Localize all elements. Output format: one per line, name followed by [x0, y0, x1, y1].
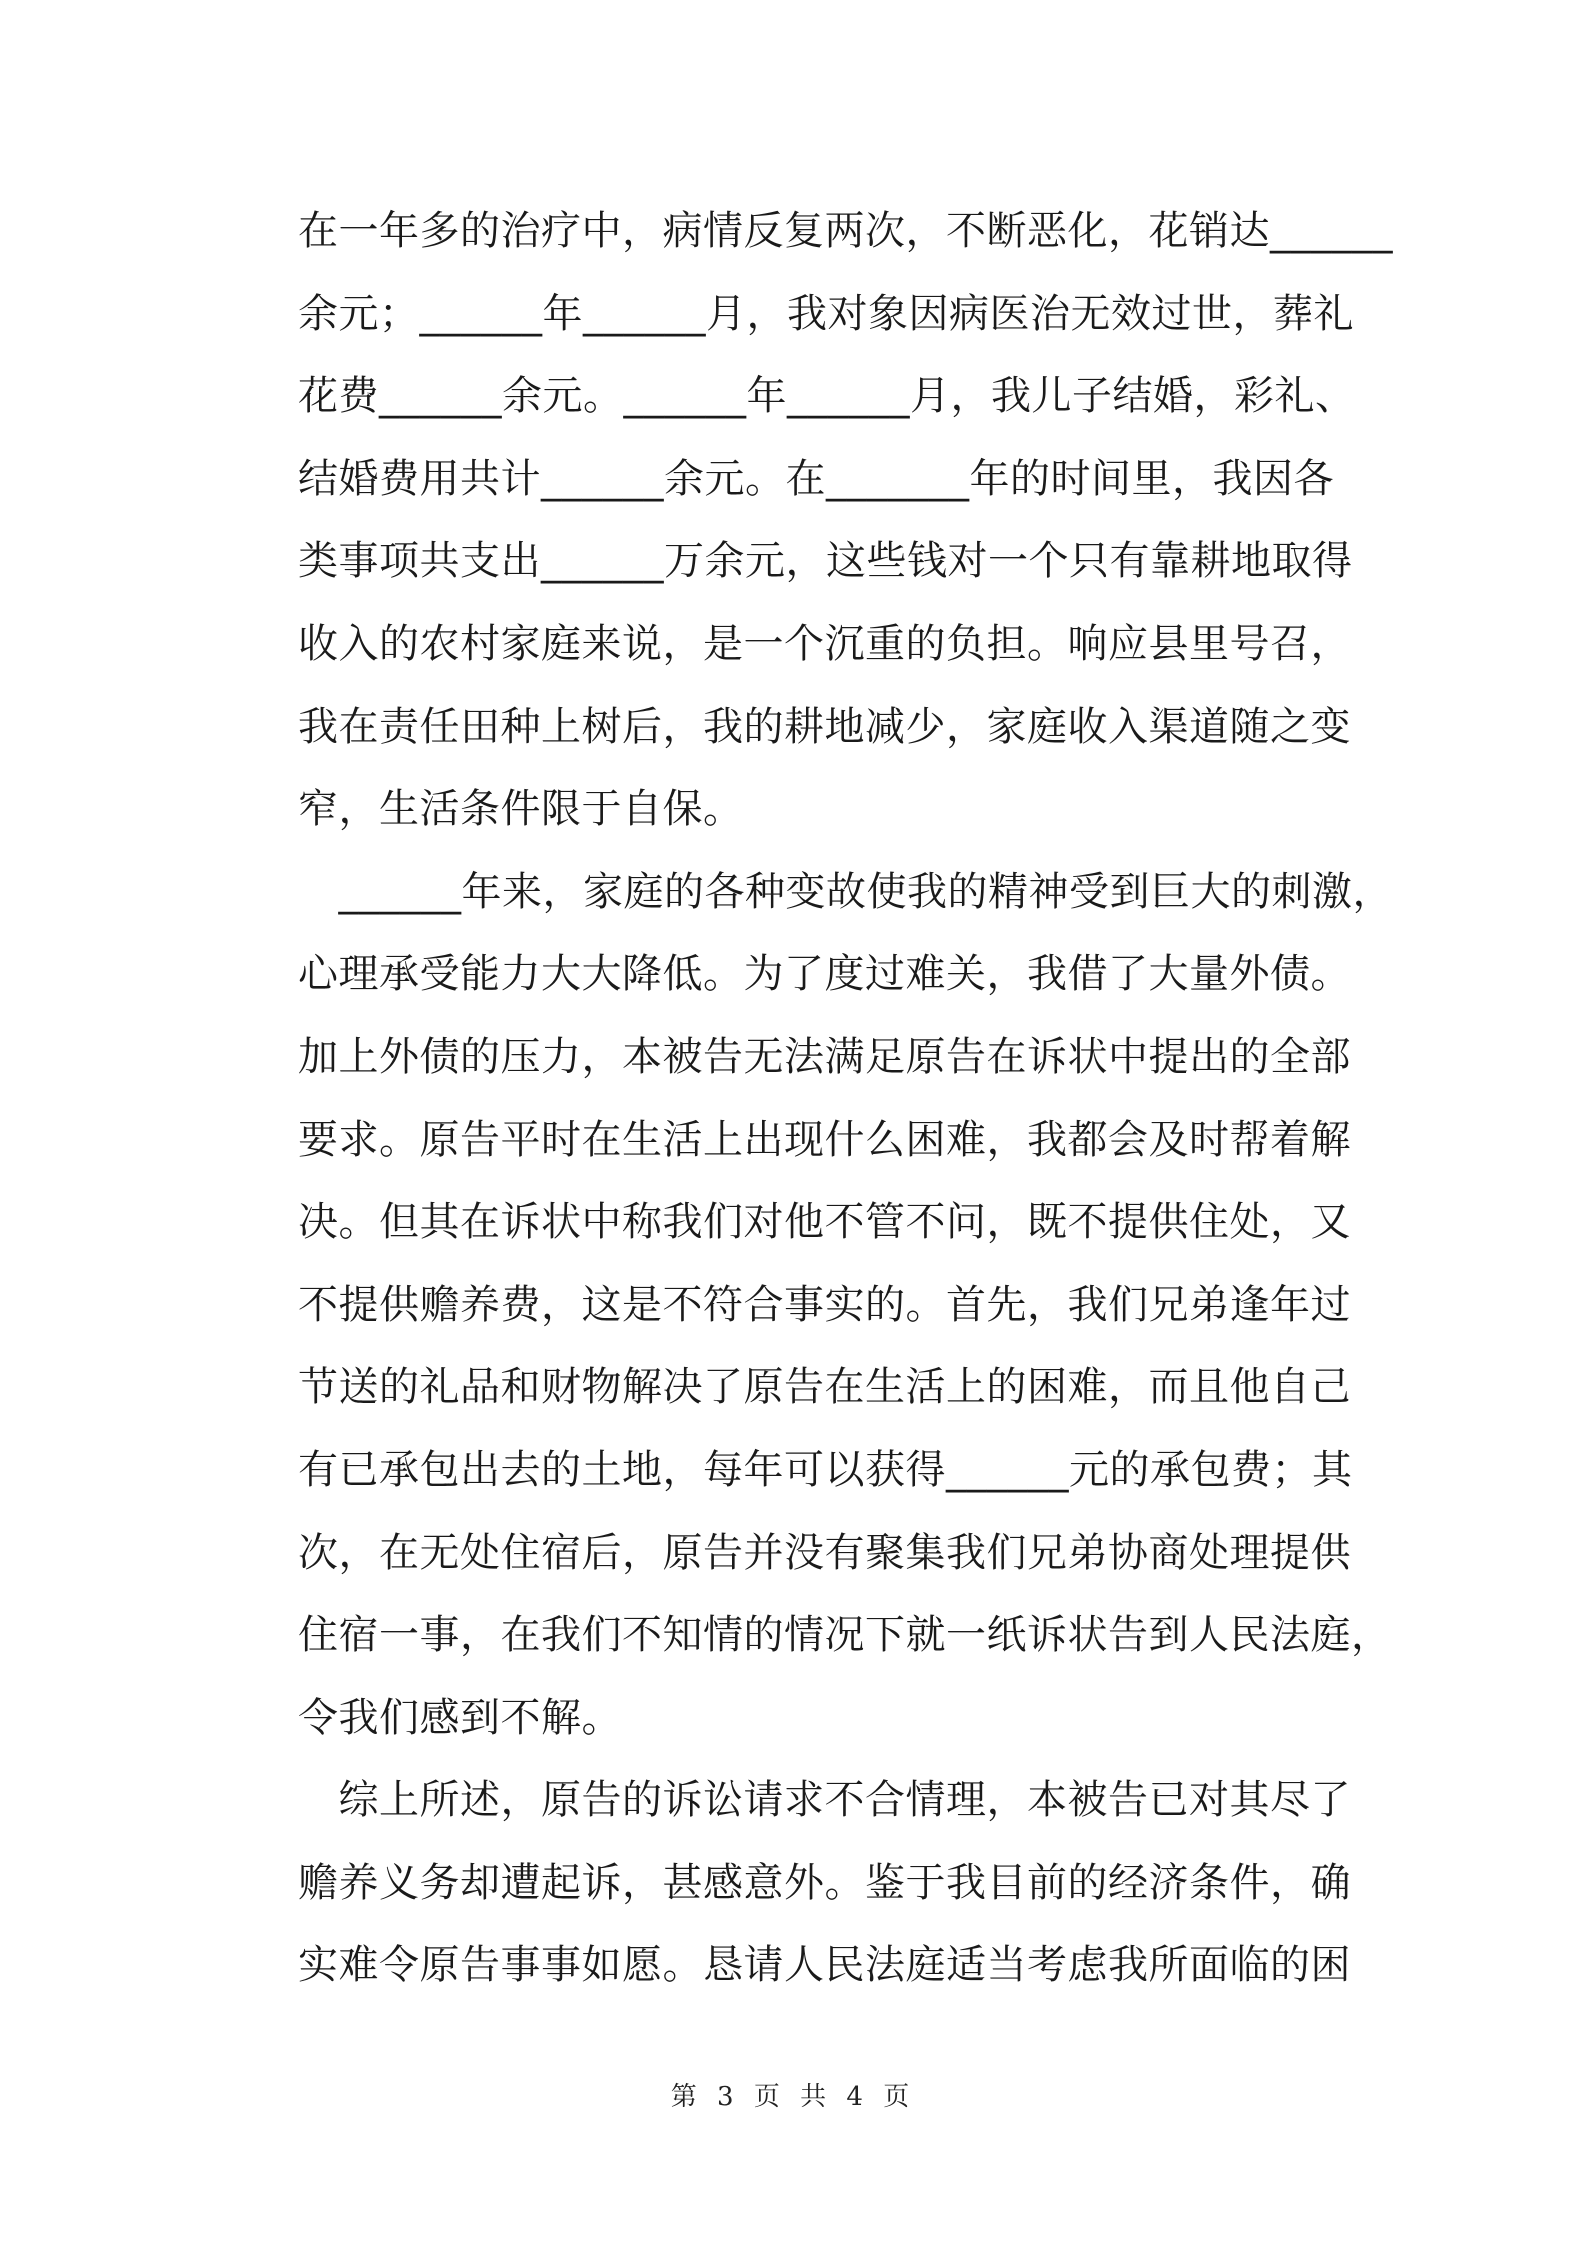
text-line: 令我们感到不解。 — [298, 1694, 622, 1741]
text-line: 在一年多的治疗中，病情反复两次，不断恶化，花销达______ — [298, 208, 1393, 254]
text-line: ______年来，家庭的各种变故使我的精神受到巨大的刺激， — [298, 868, 1393, 915]
text-line: 综上所述，原告的诉讼请求不合情理，本被告已对其尽了 — [298, 1777, 1351, 1824]
text-line: 加上外债的压力，本被告无法满足原告在诉状中提出的全部 — [298, 1033, 1351, 1080]
text-line: 次，在无处住宿后，原告并没有聚集我们兄弟协商处理提供 — [298, 1529, 1351, 1576]
text-line: 余元；______年______月，我对象因病医治无效过世，葬礼 — [298, 290, 1354, 337]
text-line: 花费______余元。______年______月，我儿子结婚，彩礼、 — [298, 373, 1356, 420]
text-line: 决。但其在诉状中称我们对他不管不问，既不提供住处，又 — [298, 1199, 1351, 1246]
text-line: 有已承包出去的土地，每年可以获得______元的承包费；其 — [298, 1446, 1353, 1493]
document-body — [298, 190, 1393, 2007]
text-line: 实难令原告事事如愿。恳请人民法庭适当考虑我所面临的困 — [298, 1942, 1351, 1989]
text-line: 我在责任田种上树后，我的耕地减少，家庭收入渠道随之变 — [298, 703, 1351, 750]
text-line: 窄，生活条件限于自保。 — [298, 786, 744, 833]
text-line: 心理承受能力大大降低。为了度过难关，我借了大量外债。 — [298, 951, 1351, 998]
text-line: 要求。原告平时在生活上出现什么困难，我都会及时帮着解 — [298, 1116, 1351, 1163]
text-line: 住宿一事，在我们不知情的情况下就一纸诉状告到人民法庭， — [298, 1612, 1392, 1659]
text-line: 结婚费用共计______余元。在_______年的时间里，我因各 — [298, 455, 1334, 502]
text-line: 节送的礼品和财物解决了原告在生活上的困难，而且他自己 — [298, 1364, 1351, 1411]
text-line: 类事项共支出______万余元，这些钱对一个只有靠耕地取得 — [298, 538, 1353, 585]
text-line: 不提供赡养费，这是不符合事实的。首先，我们兄弟逢年过 — [298, 1281, 1351, 1328]
page-footer: 第 3 页 共 4 页 — [670, 2082, 916, 2112]
text-line: 赡养义务却遭起诉，甚感意外。鉴于我目前的经济条件，确 — [298, 1859, 1351, 1906]
text-line: 收入的农村家庭来说，是一个沉重的负担。响应县里号召， — [298, 620, 1351, 667]
